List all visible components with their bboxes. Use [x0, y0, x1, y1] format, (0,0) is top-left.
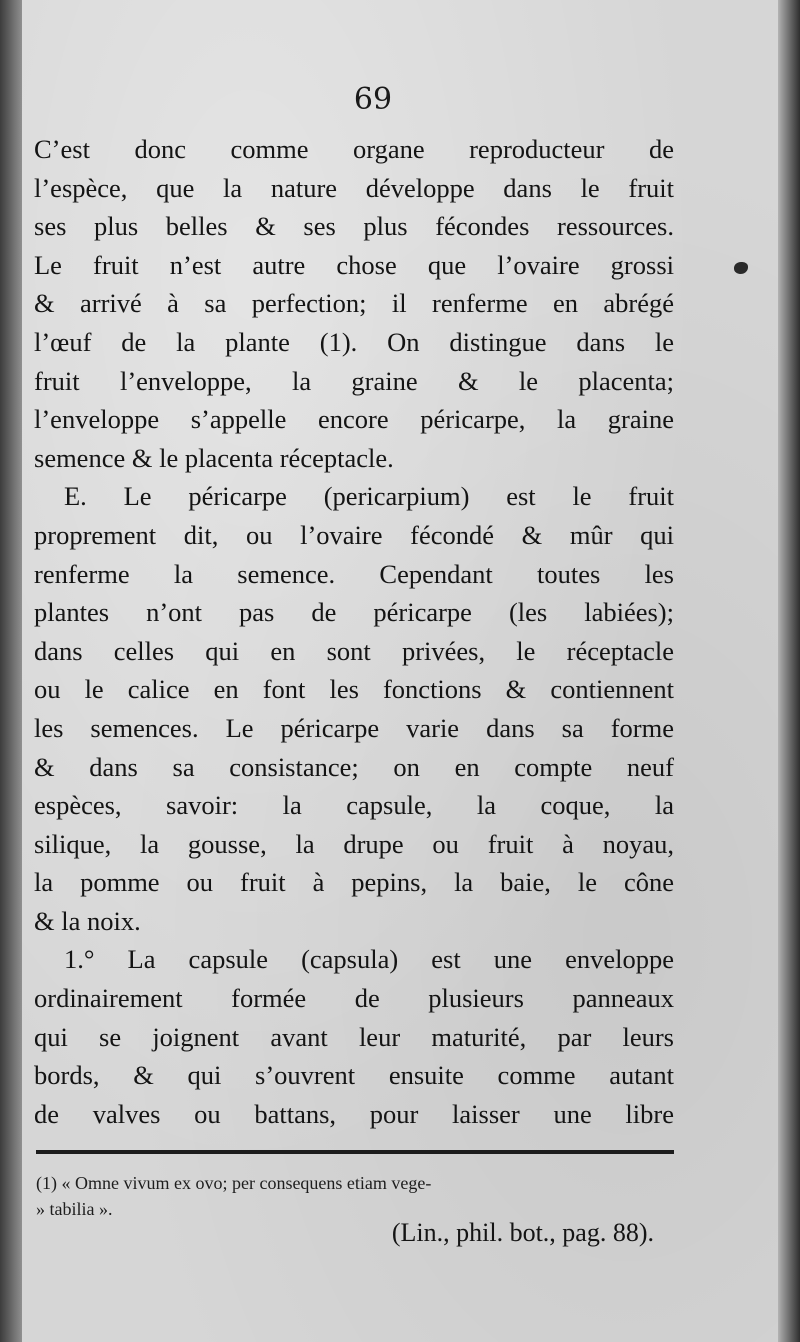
text-line: l’espèce, que la nature développe dans le fruit [34, 172, 674, 203]
footnote-divider [36, 1150, 674, 1154]
text-line: ou le calice en font les fonctions & contiennent [34, 674, 674, 705]
text-line: fruit l’enveloppe, la graine & le placenta; [34, 365, 674, 396]
text-line: & arrivé à sa perfection; il renferme en abrégé [34, 288, 674, 319]
text-line: dans celles qui en sont privées, le réceptacle [34, 635, 674, 666]
ink-stain [734, 262, 748, 274]
footnote [36, 1170, 676, 1222]
text-line: qui se joignent avant leur maturité, par leurs [34, 1021, 674, 1052]
text-line: plantes n’ont pas de péricarpe (les labiées); [34, 597, 674, 628]
footnote-line: (1) « Omne vivum ex ovo; per consequens etiam vege- [36, 1173, 432, 1193]
text-line: proprement dit, ou l’ovaire fécondé & mûr qui [34, 519, 674, 550]
citation: (Lin., phil. bot., pag. 88). [391, 1218, 654, 1247]
text-line: l’enveloppe s’appelle encore péricarpe, la graine [34, 404, 674, 435]
text-line: & la noix. [34, 905, 141, 936]
text-line: 1.° La capsule (capsula) est une enveloppe [64, 944, 674, 975]
text-line: silique, la gousse, la drupe ou fruit à noyau, [34, 828, 674, 859]
text-line: de valves ou battans, pour laisser une libre [34, 1098, 674, 1129]
text-line: la pomme ou fruit à pepins, la baie, le cône [34, 867, 674, 898]
text-line: ordinairement formée de plusieurs panneaux [34, 983, 674, 1014]
text-line: E. Le péricarpe (pericarpium) est le fruit [64, 481, 674, 512]
text-line: ses plus belles & ses plus fécondes ressources. [34, 211, 674, 242]
body-text [34, 130, 674, 1133]
text-line: & dans sa consistance; on en compte neuf [34, 751, 674, 782]
page-number: 69 [353, 82, 393, 117]
text-line: les semences. Le péricarpe varie dans sa forme [34, 712, 674, 743]
text-line: semence & le placenta réceptacle. [34, 442, 394, 473]
book-page [22, 0, 778, 1342]
text-line: espèces, savoir: la capsule, la coque, la [34, 790, 674, 821]
footnote-line: » tabilia ». [36, 1199, 113, 1219]
text-line: Le fruit n’est autre chose que l’ovaire grossi [34, 249, 674, 280]
text-line: renferme la semence. Cependant toutes les [34, 558, 674, 589]
text-line: C’est donc comme organe reproducteur de [34, 134, 674, 164]
text-line: bords, & qui s’ouvrent ensuite comme autant [34, 1060, 674, 1091]
text-line: l’œuf de la plante (1). On distingue dans le [34, 326, 674, 357]
